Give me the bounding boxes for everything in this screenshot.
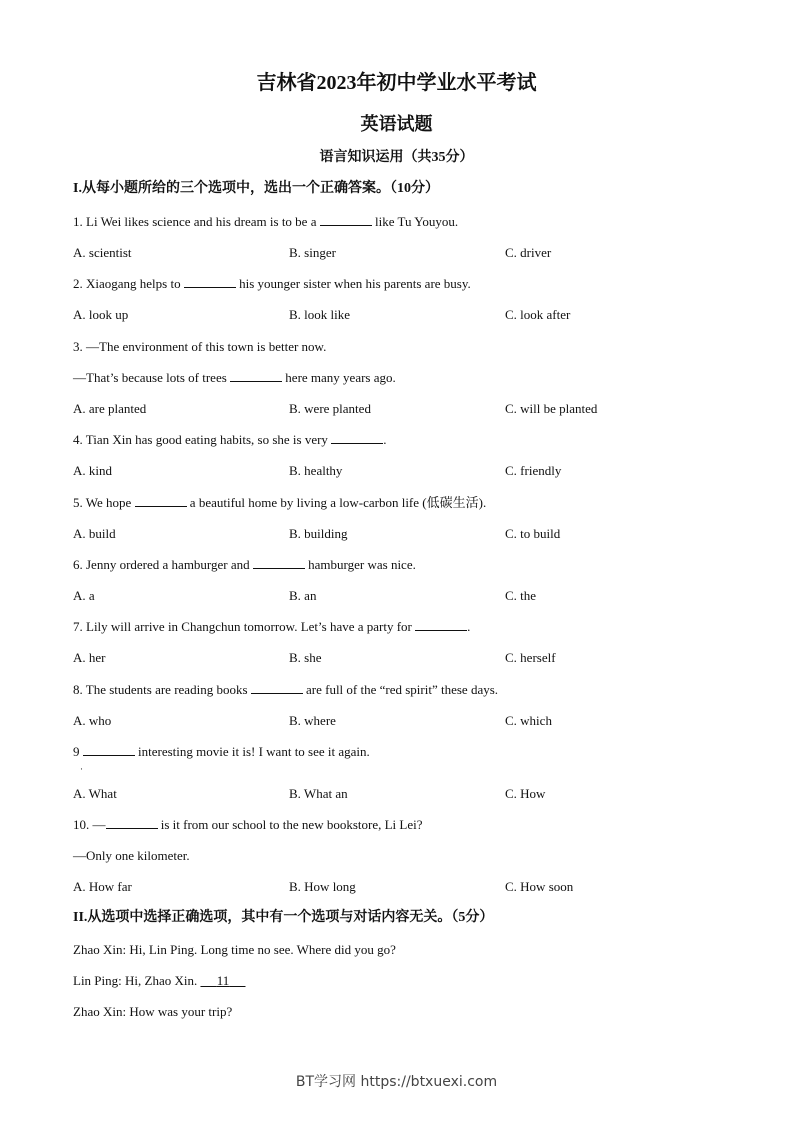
option-b: B. singer bbox=[289, 245, 336, 260]
stem-text: 5. We hope bbox=[73, 495, 135, 510]
option-b: B. were planted bbox=[289, 401, 371, 416]
option-c: C. look after bbox=[505, 307, 571, 322]
answer-blank bbox=[415, 619, 467, 631]
dialogue-line bbox=[73, 973, 246, 989]
option-b: B. an bbox=[289, 588, 317, 603]
option-b: B. she bbox=[289, 650, 322, 665]
dialogue-line: Zhao Xin: Hi, Lin Ping. Long time no see. Where did you go? bbox=[73, 942, 396, 957]
option-a: A. How far bbox=[73, 879, 132, 894]
question-stem bbox=[73, 557, 416, 573]
option-b: B. look like bbox=[289, 307, 351, 322]
section-2-heading: II.从选项中选择正确选项，其中有一个选项与对话内容无关。（5分） bbox=[73, 910, 494, 925]
answer-blank bbox=[230, 370, 282, 382]
stem-text: 4. Tian Xin has good eating habits, so she is very bbox=[73, 432, 332, 447]
option-b: B. where bbox=[289, 713, 336, 728]
answer-blank bbox=[251, 682, 303, 694]
stem-text: are full of the “red spirit” these days. bbox=[302, 682, 499, 697]
stem-text: a beautiful home by living a low-carbon life (低碳生活). bbox=[186, 495, 487, 510]
stem-text: 3. —The environment of this town is better now. bbox=[73, 339, 327, 354]
option-c: C. How soon bbox=[505, 879, 574, 894]
question-line-2 bbox=[73, 370, 396, 386]
blank-11 bbox=[200, 973, 245, 988]
stem-text: his younger sister when his parents are busy. bbox=[235, 276, 471, 291]
option-b: B. How long bbox=[289, 879, 356, 894]
stem-text: 8. The students are reading books bbox=[73, 682, 251, 697]
stem-text: . bbox=[467, 619, 471, 634]
option-c: C. to build bbox=[505, 526, 561, 541]
dialogue-text: Lin Ping: Hi, Zhao Xin. bbox=[73, 973, 201, 988]
stem-text: 1. Li Wei likes science and his dream is to be a bbox=[73, 214, 320, 229]
question-stem bbox=[73, 339, 326, 355]
option-c: C. will be planted bbox=[505, 401, 598, 416]
stem-text: 7. Lily will arrive in Changchun tomorrow. Let’s have a party for bbox=[73, 619, 416, 634]
option-a: A. scientist bbox=[73, 245, 132, 260]
question-stem bbox=[73, 276, 471, 292]
exam-title: 吉林省2023年初中学业水平考试 bbox=[256, 72, 537, 94]
stem-text: interesting movie it is! I want to see it again. bbox=[134, 744, 370, 759]
question-stem bbox=[73, 817, 423, 833]
option-b: B. What an bbox=[289, 786, 348, 801]
answer-blank bbox=[253, 557, 305, 569]
option-a: A. a bbox=[73, 588, 95, 603]
option-c: C. herself bbox=[505, 650, 556, 665]
option-c: C. which bbox=[505, 713, 552, 728]
option-c: C. the bbox=[505, 588, 537, 603]
stem-text: is it from our school to the new bookstore, Li Lei? bbox=[157, 817, 423, 832]
question-stem bbox=[73, 682, 498, 698]
option-b: B. building bbox=[289, 526, 348, 541]
stem-text: 9 bbox=[73, 744, 83, 759]
stray-dot: · bbox=[80, 764, 83, 774]
stem-text: . bbox=[383, 432, 387, 447]
option-a: A. What bbox=[73, 786, 117, 801]
option-a: A. her bbox=[73, 650, 106, 665]
answer-blank bbox=[83, 744, 135, 756]
option-a: A. who bbox=[73, 713, 112, 728]
question-line-2: —Only one kilometer. bbox=[73, 848, 190, 863]
question-stem bbox=[73, 432, 386, 448]
option-c: C. driver bbox=[505, 245, 552, 260]
stem-text: 2. Xiaogang helps to bbox=[73, 276, 184, 291]
part-heading: 语言知识运用（共35分） bbox=[319, 150, 474, 165]
stem-text: 6. Jenny ordered a hamburger and bbox=[73, 557, 253, 572]
stem-text: like Tu Youyou. bbox=[371, 214, 459, 229]
section-1-heading: I.从每小题所给的三个选项中，选出一个正确答案。（10分） bbox=[73, 181, 439, 196]
option-c: C. friendly bbox=[505, 463, 562, 478]
answer-blank bbox=[135, 495, 187, 507]
stem-text: here many years ago. bbox=[282, 370, 396, 385]
question-stem bbox=[73, 744, 370, 760]
answer-blank bbox=[331, 432, 383, 444]
question-stem bbox=[73, 495, 486, 511]
answer-blank bbox=[184, 276, 236, 288]
stem-text: hamburger was nice. bbox=[304, 557, 416, 572]
answer-blank bbox=[320, 214, 372, 226]
stem-text: —That’s because lots of trees bbox=[73, 370, 231, 385]
answer-blank bbox=[106, 817, 158, 829]
blank-number: 11 bbox=[216, 973, 230, 988]
stem-text: 10. — bbox=[73, 817, 106, 832]
option-a: A. are planted bbox=[73, 401, 147, 416]
dialogue-line: Zhao Xin: How was your trip? bbox=[73, 1004, 233, 1019]
question-stem bbox=[73, 619, 470, 635]
option-a: A. look up bbox=[73, 307, 129, 322]
option-a: A. kind bbox=[73, 463, 112, 478]
option-c: C. How bbox=[505, 786, 546, 801]
footer-watermark: BT学习网 https://btxuexi.com bbox=[295, 1074, 498, 1090]
option-b: B. healthy bbox=[289, 463, 343, 478]
exam-subtitle: 英语试题 bbox=[360, 114, 433, 134]
option-a: A. build bbox=[73, 526, 116, 541]
question-stem bbox=[73, 214, 458, 230]
